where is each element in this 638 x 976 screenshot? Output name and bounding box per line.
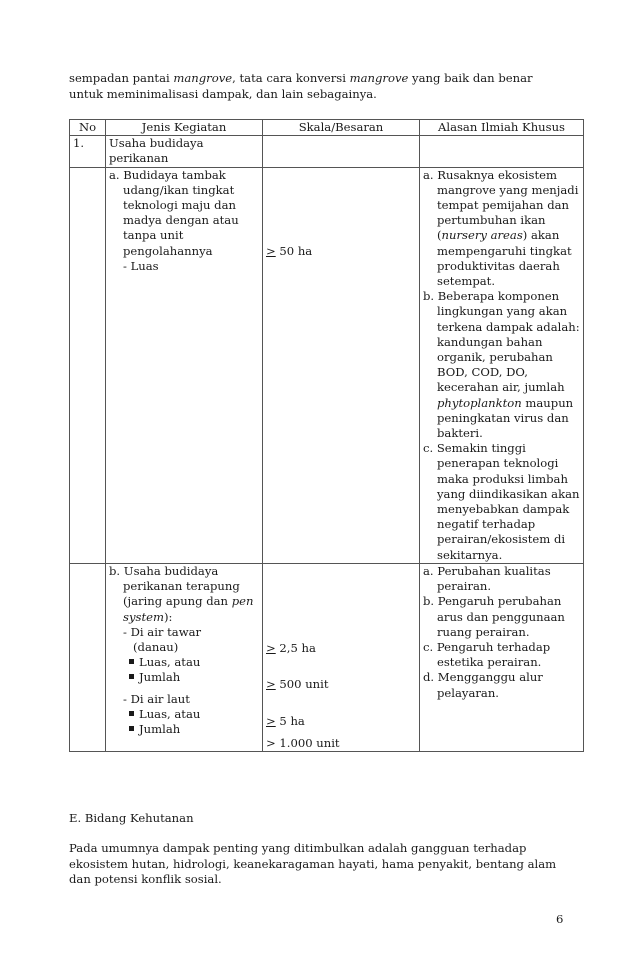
square-bullet-icon (129, 674, 134, 679)
scale-cell: > 2,5 ha > 500 unit > 5 ha > 1.000 unit (263, 563, 420, 751)
table-row (70, 136, 584, 167)
activity-cell: b. Usaha budidaya perikanan terapung (jaring apung dan pen system): - Di air tawar (danau) Luas, atau Jumlah - Di air laut Luas, atau Jumlah (106, 563, 263, 751)
page-number: 6 (556, 912, 564, 926)
activity-cell: a. Budidaya tambak udang/ikan tingkat teknologi maju dan madya dengan atau tanpa unit pengolahannya - Luas (106, 167, 263, 563)
section-paragraph: Pada umumnya dampak penting yang ditimbulkan adalah gangguan terhadap ekosistem hutan, hidrologi, keanekaragaman hayati, hama penyakit, bentang alam dan potensi konflik sosial. (69, 841, 557, 886)
section-heading: E. Bidang Kehutanan (69, 811, 194, 825)
table-row (70, 167, 584, 563)
header-alasan: Alasan Ilmiah Khusus (420, 120, 584, 136)
activity-cell: Usaha budidaya perikanan (106, 136, 263, 167)
square-bullet-icon (129, 726, 134, 731)
header-jenis-kegiatan: Jenis Kegiatan (106, 120, 263, 136)
reason-cell: a. Perubahan kualitas perairan. b. Pengaruh perubahan arus dan penggunaan ruang perairan. c. Pengaruh terhadap estetika perairan. d. Mengganggu alur pelayaran. (420, 563, 584, 751)
table-header-row (70, 120, 584, 136)
square-bullet-icon (129, 659, 134, 664)
activity-table (69, 119, 584, 752)
reason-cell: a. Rusaknya ekosistem mangrove yang menjadi tempat pemijahan dan pertumbuhan ikan (nursery areas) akan mempengaruhi tingkat produktivitas daerah setempat. b. Beberapa komponen lingkungan yang akan terkena dampak adalah: kandungan bahan organik, perubahan BOD, COD, DO, kecerahan air, jumlah phytoplankton maupun peningkatan virus dan bakteri. c. Semakin tinggi penerapan teknologi maka produksi limbah yang diindikasikan akan menyebabkan dampak negatif terhadap perairan/ekosistem di sekitarnya. (420, 167, 584, 563)
header-no: No (70, 120, 106, 136)
row-number: 1. (70, 136, 106, 167)
table-row (70, 563, 584, 751)
header-skala-besaran: Skala/Besaran (263, 120, 420, 136)
square-bullet-icon (129, 711, 134, 716)
intro-paragraph: sempadan pantai mangrove, tata cara konversi mangrove yang baik dan benar untuk meminimalisasi dampak, dan lain sebagainya. (69, 71, 533, 101)
scale-cell: > 50 ha (263, 167, 420, 563)
